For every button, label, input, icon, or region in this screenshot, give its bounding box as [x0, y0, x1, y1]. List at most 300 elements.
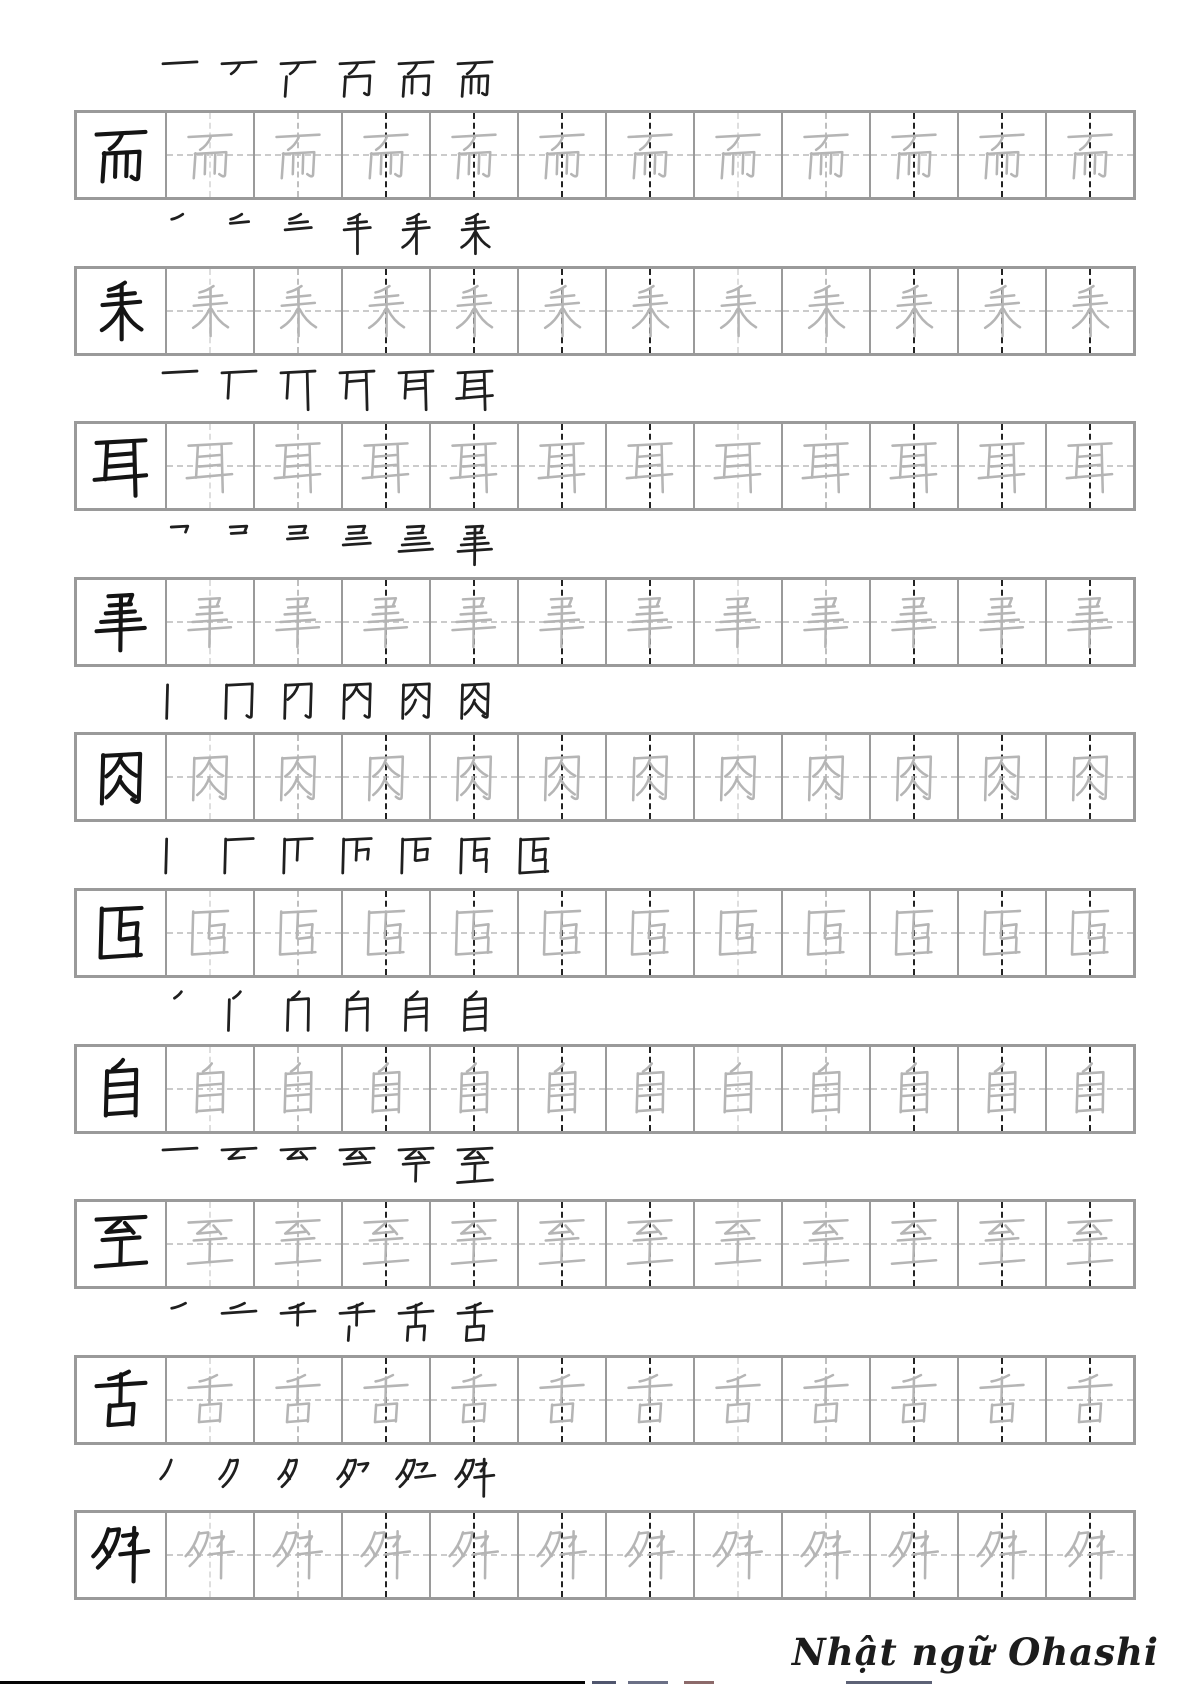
practice-cell	[781, 424, 869, 508]
stroke-order-step	[275, 675, 321, 725]
trace-kanji-glyph	[269, 125, 327, 185]
practice-cell	[517, 735, 605, 819]
trace-kanji-glyph	[797, 125, 855, 185]
practice-cell	[341, 1513, 429, 1597]
practice-cell	[517, 1513, 605, 1597]
practice-cell	[693, 580, 781, 664]
stroke-order-step	[452, 675, 498, 725]
stroke-order-step	[334, 831, 380, 881]
stroke-order-step	[452, 987, 498, 1037]
example-character-cell	[77, 1513, 165, 1597]
practice-cell	[341, 424, 429, 508]
stroke-order-step	[393, 1142, 439, 1192]
stroke-order-step	[275, 1142, 321, 1192]
practice-cell	[165, 1358, 253, 1442]
practice-cell	[341, 1358, 429, 1442]
trace-kanji-glyph	[533, 436, 591, 496]
trace-kanji-glyph	[621, 1525, 679, 1585]
trace-kanji-glyph	[1061, 1525, 1119, 1585]
practice-cell	[605, 1202, 693, 1286]
trace-kanji-glyph	[1061, 1370, 1119, 1430]
example-kanji-glyph	[88, 898, 154, 968]
trace-kanji-glyph	[533, 747, 591, 807]
practice-cell	[165, 269, 253, 353]
trace-kanji-glyph	[269, 281, 327, 341]
practice-cell	[693, 1202, 781, 1286]
practice-cell	[253, 269, 341, 353]
practice-cell	[869, 891, 957, 975]
practice-row	[74, 266, 1136, 356]
trace-kanji-glyph	[797, 1525, 855, 1585]
practice-cell	[253, 891, 341, 975]
trace-kanji-glyph	[533, 1370, 591, 1430]
stroke-order-step	[157, 520, 203, 570]
practice-cell	[605, 735, 693, 819]
trace-kanji-glyph	[709, 1214, 767, 1274]
practice-cell	[957, 1047, 1045, 1131]
trace-kanji-glyph	[533, 125, 591, 185]
trace-kanji-glyph	[621, 747, 679, 807]
practice-cell	[429, 1513, 517, 1597]
stroke-order-step	[157, 1142, 203, 1192]
practice-cell	[429, 424, 517, 508]
trace-kanji-glyph	[445, 1370, 503, 1430]
stroke-order-step	[334, 675, 380, 725]
stroke-order-sequence	[157, 675, 511, 727]
trace-kanji-glyph	[181, 1214, 239, 1274]
example-kanji-glyph	[88, 587, 154, 657]
practice-cell	[341, 891, 429, 975]
stroke-order-step	[334, 987, 380, 1037]
example-kanji-glyph	[88, 1520, 154, 1590]
practice-cell	[517, 1358, 605, 1442]
stroke-order-step	[393, 209, 439, 259]
stroke-order-sequence	[157, 364, 511, 416]
trace-kanji-glyph	[357, 1214, 415, 1274]
practice-cell	[957, 891, 1045, 975]
practice-cell	[429, 269, 517, 353]
practice-cell	[429, 580, 517, 664]
stroke-order-step	[216, 1453, 262, 1503]
practice-cell	[253, 580, 341, 664]
trace-kanji-glyph	[445, 1525, 503, 1585]
trace-kanji-glyph	[181, 281, 239, 341]
trace-kanji-glyph	[533, 592, 591, 652]
practice-cell	[341, 269, 429, 353]
practice-cell	[957, 113, 1045, 197]
trace-kanji-glyph	[181, 436, 239, 496]
example-kanji-glyph	[88, 120, 154, 190]
trace-kanji-glyph	[533, 281, 591, 341]
stroke-order-step	[157, 675, 203, 725]
stroke-order-sequence	[157, 520, 511, 572]
trace-kanji-glyph	[357, 747, 415, 807]
practice-cell	[253, 424, 341, 508]
trace-kanji-glyph	[885, 281, 943, 341]
trace-kanji-glyph	[973, 1525, 1031, 1585]
trace-kanji-glyph	[797, 903, 855, 963]
practice-cell	[869, 1047, 957, 1131]
stroke-order-step	[393, 1298, 439, 1348]
stroke-order-step	[157, 831, 203, 881]
stroke-order-step	[452, 831, 498, 881]
trace-kanji-glyph	[709, 125, 767, 185]
page-cut-line	[0, 1681, 585, 1684]
practice-cell	[1045, 1358, 1133, 1442]
stroke-order-step	[393, 987, 439, 1037]
trace-kanji-glyph	[621, 903, 679, 963]
stroke-order-sequence	[157, 1453, 511, 1505]
trace-kanji-glyph	[1061, 125, 1119, 185]
trace-kanji-glyph	[885, 903, 943, 963]
practice-cell	[957, 580, 1045, 664]
practice-cell	[869, 735, 957, 819]
practice-cell	[957, 735, 1045, 819]
stroke-order-step	[452, 520, 498, 570]
practice-cell	[517, 1047, 605, 1131]
trace-kanji-glyph	[797, 747, 855, 807]
practice-cell	[781, 1047, 869, 1131]
page-cut-text-artifact	[846, 1681, 932, 1684]
trace-kanji-glyph	[709, 1525, 767, 1585]
practice-cell	[341, 1047, 429, 1131]
trace-kanji-glyph	[533, 1059, 591, 1119]
trace-kanji-glyph	[181, 903, 239, 963]
trace-kanji-glyph	[1061, 903, 1119, 963]
stroke-order-step	[275, 364, 321, 414]
trace-kanji-glyph	[973, 1370, 1031, 1430]
practice-cell	[869, 1358, 957, 1442]
practice-cell	[165, 1047, 253, 1131]
stroke-order-step	[452, 209, 498, 259]
practice-cell	[165, 580, 253, 664]
trace-kanji-glyph	[973, 125, 1031, 185]
practice-cell	[957, 424, 1045, 508]
stroke-order-step	[452, 1453, 498, 1503]
stroke-order-step	[334, 1142, 380, 1192]
practice-cell	[957, 269, 1045, 353]
trace-kanji-glyph	[621, 1370, 679, 1430]
page-cut-text-artifact	[592, 1681, 616, 1684]
practice-row	[74, 888, 1136, 978]
practice-cell	[429, 1358, 517, 1442]
example-character-cell	[77, 1358, 165, 1442]
trace-kanji-glyph	[797, 1059, 855, 1119]
trace-kanji-glyph	[797, 1370, 855, 1430]
practice-cell	[781, 269, 869, 353]
trace-kanji-glyph	[181, 747, 239, 807]
practice-cell	[869, 269, 957, 353]
practice-cell	[781, 891, 869, 975]
practice-cell	[1045, 1047, 1133, 1131]
example-character-cell	[77, 113, 165, 197]
trace-kanji-glyph	[621, 592, 679, 652]
trace-kanji-glyph	[885, 125, 943, 185]
practice-cell	[429, 891, 517, 975]
practice-cell	[605, 891, 693, 975]
stroke-order-step	[216, 53, 262, 103]
stroke-order-step	[334, 209, 380, 259]
stroke-order-step	[393, 831, 439, 881]
trace-kanji-glyph	[797, 281, 855, 341]
practice-cell	[781, 735, 869, 819]
practice-cell	[341, 113, 429, 197]
practice-cell	[781, 1358, 869, 1442]
trace-kanji-glyph	[269, 592, 327, 652]
trace-kanji-glyph	[885, 1214, 943, 1274]
trace-kanji-glyph	[445, 747, 503, 807]
stroke-order-step	[393, 1453, 439, 1503]
practice-cell	[693, 735, 781, 819]
trace-kanji-glyph	[357, 436, 415, 496]
trace-kanji-glyph	[885, 1370, 943, 1430]
practice-cell	[781, 580, 869, 664]
trace-kanji-glyph	[533, 1214, 591, 1274]
practice-row	[74, 1355, 1136, 1445]
trace-kanji-glyph	[621, 436, 679, 496]
practice-cell	[253, 1202, 341, 1286]
practice-cell	[693, 1358, 781, 1442]
practice-cell	[517, 891, 605, 975]
trace-kanji-glyph	[885, 436, 943, 496]
trace-kanji-glyph	[973, 281, 1031, 341]
stroke-order-step	[216, 209, 262, 259]
trace-kanji-glyph	[181, 125, 239, 185]
trace-kanji-glyph	[885, 592, 943, 652]
stroke-order-step	[334, 1298, 380, 1348]
stroke-order-step	[334, 364, 380, 414]
practice-cell	[165, 891, 253, 975]
practice-cell	[605, 580, 693, 664]
practice-row	[74, 421, 1136, 511]
practice-cell	[869, 1513, 957, 1597]
trace-kanji-glyph	[709, 436, 767, 496]
practice-cell	[869, 113, 957, 197]
stroke-order-step	[334, 53, 380, 103]
stroke-order-step	[157, 987, 203, 1037]
trace-kanji-glyph	[1061, 281, 1119, 341]
stroke-order-step	[393, 364, 439, 414]
trace-kanji-glyph	[885, 1059, 943, 1119]
practice-cell	[429, 735, 517, 819]
practice-cell	[253, 1047, 341, 1131]
stroke-order-step	[334, 1453, 380, 1503]
practice-cell	[429, 113, 517, 197]
trace-kanji-glyph	[973, 1059, 1031, 1119]
example-character-cell	[77, 269, 165, 353]
practice-cell	[781, 1513, 869, 1597]
practice-cell	[693, 1047, 781, 1131]
practice-cell	[957, 1358, 1045, 1442]
stroke-order-step	[216, 1298, 262, 1348]
brand-signature: Nhật ngữ Ohashi	[791, 1630, 1159, 1674]
trace-kanji-glyph	[357, 1059, 415, 1119]
practice-cell	[693, 891, 781, 975]
practice-cell	[693, 269, 781, 353]
stroke-order-step	[275, 831, 321, 881]
practice-cell	[341, 1202, 429, 1286]
practice-row	[74, 732, 1136, 822]
stroke-order-step	[393, 520, 439, 570]
stroke-order-step	[452, 1298, 498, 1348]
stroke-order-step	[275, 1453, 321, 1503]
stroke-order-step	[275, 209, 321, 259]
trace-kanji-glyph	[445, 592, 503, 652]
stroke-order-step	[216, 1142, 262, 1192]
practice-cell	[341, 580, 429, 664]
practice-cell	[165, 424, 253, 508]
trace-kanji-glyph	[885, 747, 943, 807]
trace-kanji-glyph	[709, 747, 767, 807]
example-character-cell	[77, 891, 165, 975]
practice-cell	[517, 1202, 605, 1286]
trace-kanji-glyph	[973, 1214, 1031, 1274]
practice-cell	[869, 580, 957, 664]
stroke-order-sequence	[157, 1298, 511, 1350]
practice-cell	[517, 424, 605, 508]
practice-cell	[605, 113, 693, 197]
trace-kanji-glyph	[269, 436, 327, 496]
practice-cell	[869, 1202, 957, 1286]
trace-kanji-glyph	[533, 1525, 591, 1585]
stroke-order-step	[275, 53, 321, 103]
practice-cell	[957, 1202, 1045, 1286]
practice-cell	[693, 113, 781, 197]
practice-cell	[253, 1358, 341, 1442]
stroke-order-step	[157, 209, 203, 259]
trace-kanji-glyph	[181, 1059, 239, 1119]
example-kanji-glyph	[88, 1365, 154, 1435]
practice-row	[74, 1044, 1136, 1134]
practice-cell	[165, 735, 253, 819]
stroke-order-sequence	[157, 831, 570, 883]
stroke-order-step	[216, 364, 262, 414]
stroke-order-step	[216, 520, 262, 570]
stroke-order-step	[157, 1453, 203, 1503]
practice-cell	[1045, 891, 1133, 975]
stroke-order-step	[216, 831, 262, 881]
example-kanji-glyph	[88, 431, 154, 501]
stroke-order-step	[511, 831, 557, 881]
trace-kanji-glyph	[797, 1214, 855, 1274]
trace-kanji-glyph	[709, 281, 767, 341]
trace-kanji-glyph	[973, 592, 1031, 652]
practice-cell	[605, 1513, 693, 1597]
page-cut-text-artifact	[628, 1681, 668, 1684]
stroke-order-sequence	[157, 53, 511, 105]
stroke-order-sequence	[157, 1142, 511, 1194]
stroke-order-sequence	[157, 987, 511, 1039]
trace-kanji-glyph	[709, 903, 767, 963]
trace-kanji-glyph	[181, 1525, 239, 1585]
example-character-cell	[77, 1047, 165, 1131]
trace-kanji-glyph	[1061, 436, 1119, 496]
practice-row	[74, 110, 1136, 200]
trace-kanji-glyph	[357, 281, 415, 341]
trace-kanji-glyph	[445, 903, 503, 963]
trace-kanji-glyph	[797, 592, 855, 652]
stroke-order-step	[334, 520, 380, 570]
trace-kanji-glyph	[973, 903, 1031, 963]
practice-cell	[429, 1047, 517, 1131]
trace-kanji-glyph	[181, 592, 239, 652]
stroke-order-step	[275, 520, 321, 570]
trace-kanji-glyph	[533, 903, 591, 963]
stroke-order-step	[452, 364, 498, 414]
example-kanji-glyph	[88, 276, 154, 346]
practice-cell	[341, 735, 429, 819]
practice-cell	[517, 113, 605, 197]
trace-kanji-glyph	[445, 125, 503, 185]
page-cut-text-artifact	[684, 1681, 714, 1684]
example-kanji-glyph	[88, 742, 154, 812]
trace-kanji-glyph	[357, 1525, 415, 1585]
practice-cell	[605, 1358, 693, 1442]
trace-kanji-glyph	[885, 1525, 943, 1585]
practice-cell	[781, 113, 869, 197]
trace-kanji-glyph	[1061, 747, 1119, 807]
stroke-order-step	[216, 987, 262, 1037]
practice-cell	[1045, 269, 1133, 353]
stroke-order-step	[452, 1142, 498, 1192]
trace-kanji-glyph	[797, 436, 855, 496]
trace-kanji-glyph	[621, 281, 679, 341]
practice-cell	[693, 424, 781, 508]
trace-kanji-glyph	[709, 1059, 767, 1119]
trace-kanji-glyph	[269, 903, 327, 963]
practice-cell	[253, 113, 341, 197]
practice-cell	[165, 113, 253, 197]
trace-kanji-glyph	[1061, 1059, 1119, 1119]
trace-kanji-glyph	[445, 1059, 503, 1119]
trace-kanji-glyph	[973, 436, 1031, 496]
practice-row	[74, 1199, 1136, 1289]
practice-cell	[957, 1513, 1045, 1597]
example-character-cell	[77, 735, 165, 819]
trace-kanji-glyph	[445, 281, 503, 341]
trace-kanji-glyph	[621, 125, 679, 185]
practice-cell	[605, 269, 693, 353]
stroke-order-sequence	[157, 209, 511, 261]
practice-cell	[253, 1513, 341, 1597]
trace-kanji-glyph	[357, 592, 415, 652]
example-kanji-glyph	[88, 1209, 154, 1279]
trace-kanji-glyph	[709, 592, 767, 652]
trace-kanji-glyph	[445, 436, 503, 496]
practice-cell	[165, 1513, 253, 1597]
example-kanji-glyph	[88, 1054, 154, 1124]
stroke-order-step	[393, 53, 439, 103]
example-character-cell	[77, 1202, 165, 1286]
practice-cell	[1045, 113, 1133, 197]
trace-kanji-glyph	[269, 1214, 327, 1274]
practice-cell	[1045, 424, 1133, 508]
trace-kanji-glyph	[1061, 592, 1119, 652]
practice-cell	[605, 1047, 693, 1131]
example-character-cell	[77, 424, 165, 508]
stroke-order-step	[157, 1298, 203, 1348]
example-character-cell	[77, 580, 165, 664]
trace-kanji-glyph	[1061, 1214, 1119, 1274]
trace-kanji-glyph	[269, 747, 327, 807]
trace-kanji-glyph	[973, 747, 1031, 807]
practice-row	[74, 1510, 1136, 1600]
practice-cell	[165, 1202, 253, 1286]
stroke-order-step	[275, 987, 321, 1037]
practice-cell	[517, 580, 605, 664]
trace-kanji-glyph	[269, 1370, 327, 1430]
practice-cell	[693, 1513, 781, 1597]
